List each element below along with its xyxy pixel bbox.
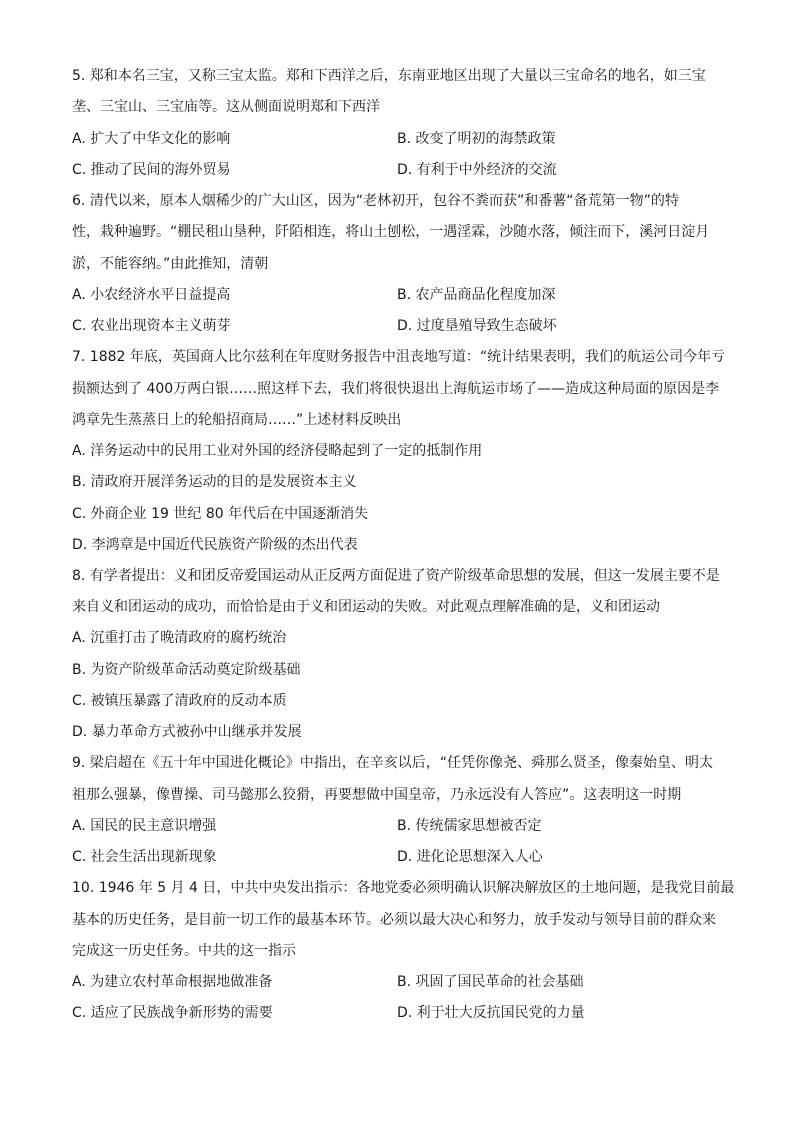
question-6-option-a: A. 小农经济水平日益提高: [72, 287, 231, 303]
question-8-stem-line-2: 来自义和团运动的成功，而恰恰是由于义和团运动的失败。对此观点理解准确的是，义和团运动: [72, 599, 660, 615]
question-9-option-b: B. 传统儒家思想被否定: [397, 818, 542, 834]
question-10-option-c: C. 适应了民族战争新形势的需要: [72, 1005, 273, 1021]
question-5-option-c: C. 推动了民间的海外贸易: [72, 162, 231, 178]
question-6-option-c: C. 农业出现资本主义萌芽: [72, 318, 231, 334]
question-6-stem-line-3: 淤，不能容纳。”由此推知，清朝: [72, 256, 269, 272]
question-9-stem-line-1: 9. 梁启超在《五十年中国进化概论》中指出，在辛亥以后，“任凭你像尧、舜那么贤圣，像秦始皇、明太: [72, 755, 714, 771]
question-8-option-c: C. 被镇压暴露了清政府的反动本质: [72, 693, 287, 709]
question-5-option-d: D. 有利于中外经济的交流: [397, 162, 557, 178]
question-9-stem-line-2: 祖那么强暴，像曹操、司马懿那么狡猾，再要想做中国皇帝，乃永远没有人答应”。这表明这一时期: [72, 787, 682, 803]
question-9-option-d: D. 进化论思想深入人心: [397, 849, 543, 865]
question-10-stem-line-1: 10. 1946 年 5 月 4 日，中共中央发出指示：各地党委必须明确认识解决解放区的土地问题，是我党目前最: [72, 880, 735, 896]
question-9-option-c: C. 社会生活出现新现象: [72, 849, 217, 865]
question-6-option-d: D. 过度垦殖导致生态破坏: [397, 318, 557, 334]
question-7-option-a: A. 洋务运动中的民用工业对外国的经济侵略起到了一定的抵制作用: [72, 443, 483, 459]
question-5-option-a: A. 扩大了中华文化的影响: [72, 131, 231, 147]
question-8-stem-line-1: 8. 有学者提出：义和团反帝爱国运动从正反两方面促进了资产阶级革命思想的发展，但这一发展主要不是: [72, 568, 720, 584]
question-6-stem-line-1: 6. 清代以来，原本人烟稀少的广大山区，因为“老林初开，包谷不粪而获”和番薯“备荒第一物”的特: [72, 193, 679, 209]
question-10-option-d: D. 利于壮大反抗国民党的力量: [397, 1005, 585, 1021]
question-7-stem-line-1: 7. 1882 年底，英国商人比尔兹利在年度财务报告中沮丧地写道：“统计结果表明，我们的航运公司今年亏: [72, 349, 726, 365]
question-10-option-a: A. 为建立农村革命根据地做准备: [72, 974, 273, 990]
question-6-stem-line-2: 性，栽种遍野。“棚民租山垦种，阡陌相连，将山土刨松，一遇淫霖，沙随水落，倾注而下，溪河日淀月: [72, 224, 710, 240]
question-7-option-d: D. 李鸿章是中国近代民族资产阶级的杰出代表: [72, 537, 358, 553]
question-5-stem-line-2: 垄、三宝山、三宝庙等。这从侧面说明郑和下西洋: [72, 99, 380, 115]
question-7-stem-line-2: 损额达到了 400万两白银……照这样下去，我们将很快退出上海航运市场了——造成这种局面的原因是李: [72, 381, 720, 397]
question-7-option-c: C. 外商企业 19 世纪 80 年代后在中国逐渐消失: [72, 506, 369, 522]
question-10-stem-line-2: 基本的历史任务，是目前一切工作的最基本环节。必须以最大决心和努力，放手发动与领导目前的群众来: [72, 912, 716, 928]
question-8-option-d: D. 暴力革命方式被孙中山继承并发展: [72, 724, 302, 740]
question-7-stem-line-3: 鸿章先生蒸蒸日上的轮船招商局……”上述材料反映出: [72, 412, 402, 428]
question-6-option-b: B. 农产品商品化程度加深: [397, 287, 556, 303]
question-10-stem-line-3: 完成这一历史任务。中共的这一指示: [72, 943, 296, 959]
question-5-option-b: B. 改变了明初的海禁政策: [397, 131, 556, 147]
question-8-option-a: A. 沉重打击了晚清政府的腐朽统治: [72, 630, 287, 646]
question-9-option-a: A. 国民的民主意识增强: [72, 818, 217, 834]
question-10-option-b: B. 巩固了国民革命的社会基础: [397, 974, 584, 990]
question-7-option-b: B. 清政府开展洋务运动的目的是发展资本主义: [72, 474, 357, 490]
question-5-stem-line-1: 5. 郑和本名三宝，又称三宝太监。郑和下西洋之后，东南亚地区出现了大量以三宝命名的地名，如三宝: [72, 68, 706, 84]
question-8-option-b: B. 为资产阶级革命活动奠定阶级基础: [72, 662, 301, 678]
